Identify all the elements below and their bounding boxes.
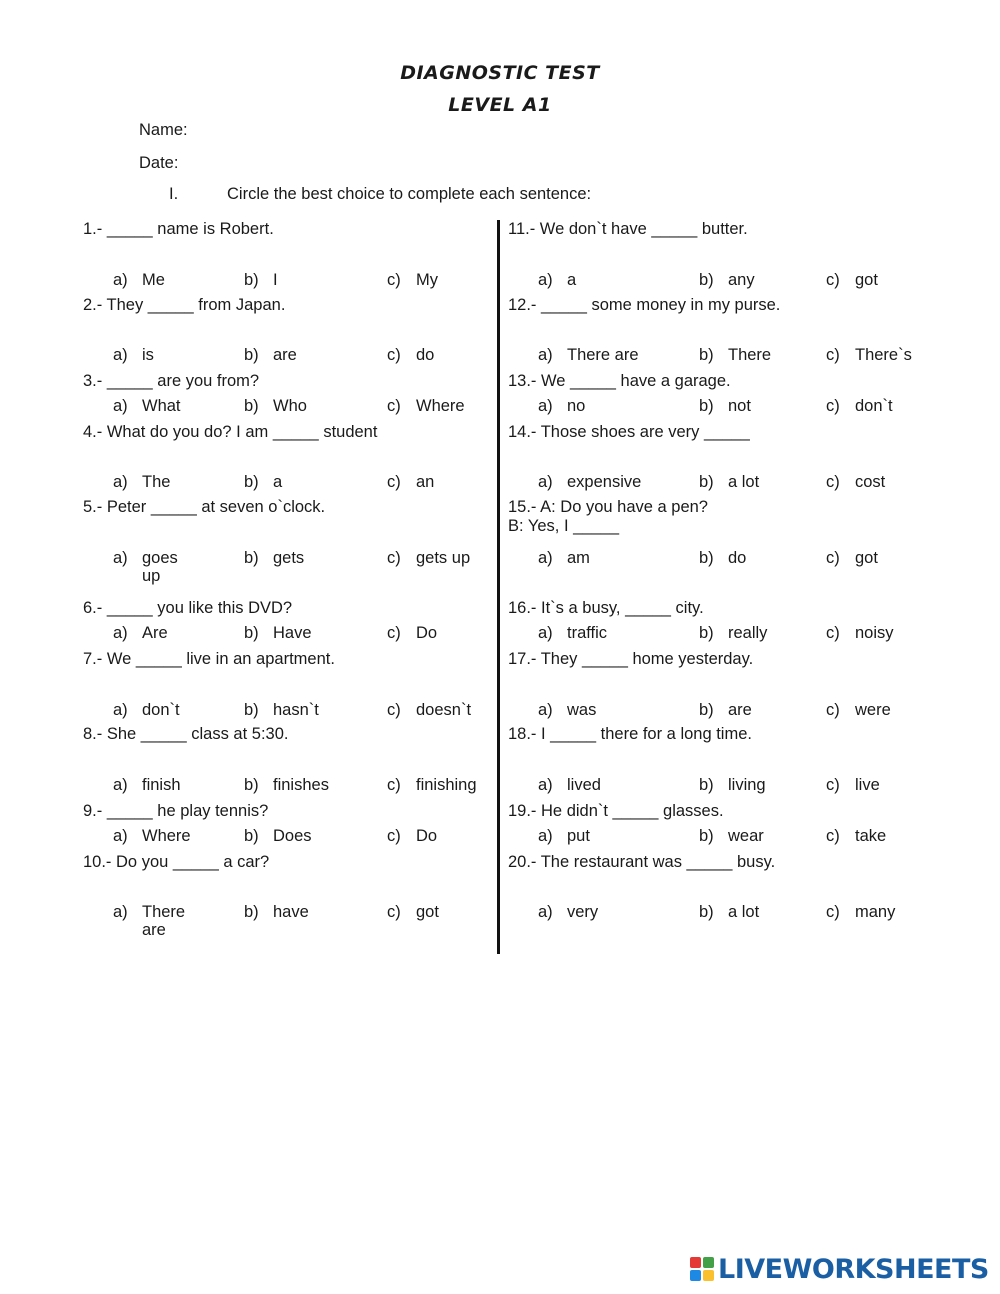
- question-8: 8.- She _____ class at 5:30.: [83, 725, 289, 743]
- question-6: 6.- _____ you like this DVD?: [83, 599, 293, 617]
- date-label: Date:: [139, 154, 179, 172]
- instruction-text: Circle the best choice to complete each sentence:: [227, 185, 592, 203]
- logo-text: LIVEWORKSHEETS: [718, 1253, 989, 1285]
- question-5: 5.- Peter _____ at seven o`clock.: [83, 498, 326, 516]
- test-level: LEVEL A1: [448, 94, 552, 116]
- liveworksheets-logo: [690, 1253, 989, 1285]
- question-20: 20.- The restaurant was _____ busy.: [508, 853, 776, 871]
- question-9: 9.- _____ he play tennis?: [83, 802, 269, 820]
- test-title: DIAGNOSTIC TEST: [400, 62, 600, 84]
- question-19: 19.- He didn`t _____ glasses.: [508, 802, 724, 820]
- question-1: 1.- _____ name is Robert.: [83, 220, 274, 238]
- column-divider: [497, 220, 500, 954]
- question-14: 14.- Those shoes are very _____: [508, 423, 750, 441]
- question-13: 13.- We _____ have a garage.: [508, 372, 731, 390]
- question-10: 10.- Do you _____ a car?: [83, 853, 270, 871]
- question-15-line2: B: Yes, I _____: [508, 517, 620, 535]
- question-18: 18.- I _____ there for a long time.: [508, 725, 752, 743]
- question-12: 12.- _____ some money in my purse.: [508, 296, 781, 314]
- name-label: Name:: [139, 121, 188, 139]
- section-number: I.: [169, 185, 179, 203]
- logo-icon: [690, 1257, 714, 1281]
- question-2: 2.- They _____ from Japan.: [83, 296, 286, 314]
- question-15: 15.- A: Do you have a pen?: [508, 498, 708, 516]
- question-3: 3.- _____ are you from?: [83, 372, 260, 390]
- question-16: 16.- It`s a busy, _____ city.: [508, 599, 704, 617]
- question-7: 7.- We _____ live in an apartment.: [83, 650, 335, 668]
- question-11: 11.- We don`t have _____ butter.: [508, 220, 748, 238]
- question-17: 17.- They _____ home yesterday.: [508, 650, 754, 668]
- question-4: 4.- What do you do? I am _____ student: [83, 423, 378, 441]
